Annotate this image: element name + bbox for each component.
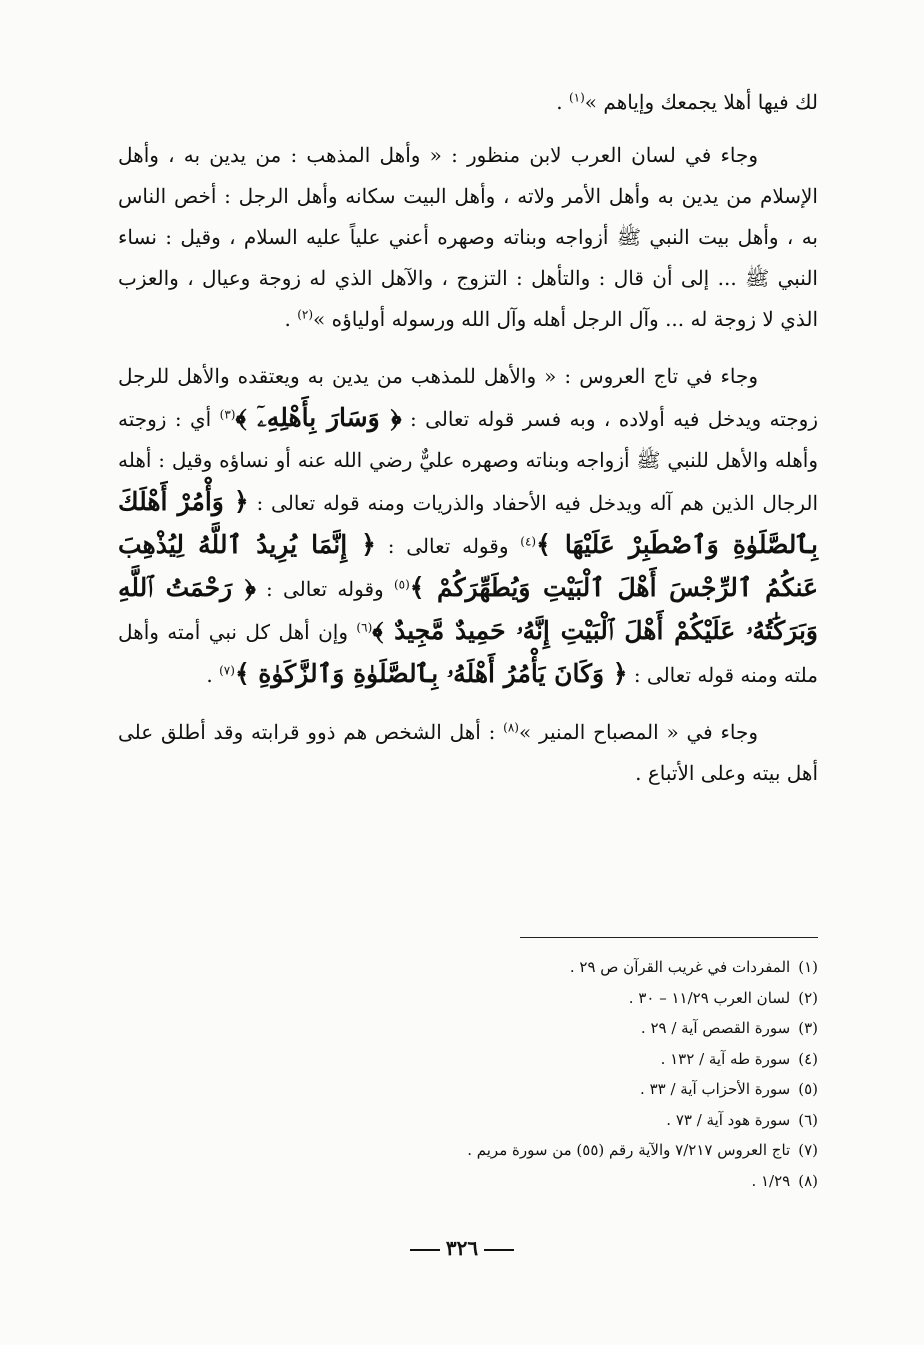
footnote-7 xyxy=(300,1135,818,1166)
text-segment: . xyxy=(206,663,220,687)
footnote-number: (١) xyxy=(798,958,818,976)
quran-verse: ﴿ رَحْمَتُ ٱللَّهِ وَبَرَكَٰتُهُۥ عَلَيْكُمْ أَهْلَ ٱلْبَيْتِ إِنَّهُۥ حَمِيدٌ مَّجِيدٌ ﴾ xyxy=(118,573,819,645)
footnotes xyxy=(300,952,818,1196)
text-segment: وجاء في « المصباح المنير » xyxy=(518,720,758,744)
footnote-5 xyxy=(300,1074,818,1105)
footnote-number: (٣) xyxy=(798,1019,818,1037)
text-segment: . xyxy=(556,90,569,114)
quran-verse: ﴿ إِنَّمَا يُرِيدُ ٱللَّهُ لِيُذْهِبَ عَنكُمُ ٱلرِّجْسَ أَهْلَ ٱلْبَيْتِ وَيُطَهِّرَكُمْ ﴾ xyxy=(118,530,818,602)
footnote-text: المفردات في غريب القرآن ص ٢٩ . xyxy=(569,958,791,976)
footnote-number: (٤) xyxy=(798,1049,818,1068)
quran-verse: ﴿ وَكَانَ يَأْمُرُ أَهْلَهُۥ بِٱلصَّلَوٰةِ وَٱلزَّكَوٰةِ ﴾ xyxy=(234,659,628,688)
footnote-ref: (٣) xyxy=(219,407,236,422)
footnote-8 xyxy=(300,1166,818,1197)
text-segment: أي : زوجته وأهله والأهل للنبي ﷺ أزواجه وبناته وصهره عليٌّ رضي الله عنه أو نساؤه وقيل : أهله الرجال الذين هم آله ويدخل فيه الأحفاد والذريات ومنه قوله تعالى : xyxy=(118,407,818,515)
footnote-text: سورة هود آية / ٧٣ . xyxy=(666,1110,791,1129)
quran-verse: ﴿ وَسَارَ بِأَهْلِهِۦٓ ﴾ xyxy=(235,403,402,432)
paragraph-taj-al-arus xyxy=(118,356,818,696)
body-text xyxy=(118,82,818,810)
text-segment: : أهل الشخص هم ذوو قرابته وقد أطلق على أهل بيته وعلى الأتباع . xyxy=(118,720,818,785)
text-segment: وإن أهل كل نبي أمته وأهل ملته ومنه قوله تعالى : xyxy=(118,620,818,687)
footnote-ref: (١) xyxy=(568,90,585,105)
footnote-4 xyxy=(300,1044,818,1075)
footnote-number: (٦) xyxy=(798,1110,818,1129)
text-segment: وقوله تعالى : xyxy=(375,534,521,558)
footnote-text: سورة طه آية / ١٣٢ . xyxy=(660,1049,791,1068)
paragraph-lisan-al-arab xyxy=(118,135,818,340)
paragraph-al-misbah xyxy=(118,712,818,794)
footnote-text: سورة القصص آية / ٢٩ . xyxy=(640,1019,791,1037)
footnote-separator xyxy=(520,937,818,938)
footnote-ref: (٧) xyxy=(219,663,235,678)
footnote-text: لسان العرب ١١/٢٩ – ٣٠ . xyxy=(628,988,791,1007)
footnote-1 xyxy=(300,952,818,983)
text-segment: وجاء في لسان العرب لابن منظور : « وأهل المذهب : من يدين به ، وأهل الإسلام من يدين به وأهل الأمر ولاته ، وأهل البيت سكانه وأهل الرجل : أخص الناس به ، وأهل بيت النبي ﷺ أزواجه وبناته وصهره أعني علياً عليه السلام ، وقيل : نساء النبي ﷺ ... إلى أن قال : والتأهل : التزوج ، والآهل الذي له زوجة وعيال ، والعزب الذي لا زوجة له ... وآل الرجل أهله وآل الله ورسوله أولياؤه » xyxy=(118,143,818,331)
text-segment: وقوله تعالى : xyxy=(255,577,394,601)
footnote-number: (٥) xyxy=(798,1080,818,1098)
page-number-dash xyxy=(484,1249,514,1251)
footnote-ref: (٥) xyxy=(393,577,410,592)
text-segment: . xyxy=(284,307,298,331)
page-number: ٣٢٦ xyxy=(445,1236,479,1260)
footnote-text: ١/٢٩ . xyxy=(751,1171,791,1190)
paragraph-continuation xyxy=(118,82,818,123)
footnote-3 xyxy=(300,1013,818,1044)
footnote-number: (٨) xyxy=(798,1171,818,1190)
footnote-ref: (٦) xyxy=(356,620,373,635)
footnote-text: سورة الأحزاب آية / ٣٣ . xyxy=(640,1080,791,1098)
footnote-2 xyxy=(300,983,818,1014)
footnote-ref: (٢) xyxy=(297,307,314,322)
footnote-6 xyxy=(300,1105,818,1136)
quran-verse: ﴿ وَأْمُرْ أَهْلَكَ بِٱلصَّلَوٰةِ وَٱصْطَبِرْ عَلَيْهَا ﴾ xyxy=(118,487,819,559)
footnote-ref: (٤) xyxy=(520,534,537,549)
page-number-block xyxy=(0,1236,924,1260)
page-number-dash xyxy=(410,1249,440,1251)
footnote-text: تاج العروس ٧/٢١٧ والآية رقم (٥٥) من سورة مريم . xyxy=(467,1141,791,1159)
footnote-number: (٢) xyxy=(798,988,818,1007)
footnote-ref: (٨) xyxy=(503,720,519,735)
text-segment: وجاء في تاج العروس : « والأهل للمذهب من يدين به ويعتقده والأهل للرجل زوجته ويدخل فيه أولاده ، وبه فسر قوله تعالى : xyxy=(118,364,818,431)
text-segment: لك فيها أهلا يجمعك وإياهم » xyxy=(584,90,818,114)
footnote-number: (٧) xyxy=(798,1141,818,1159)
